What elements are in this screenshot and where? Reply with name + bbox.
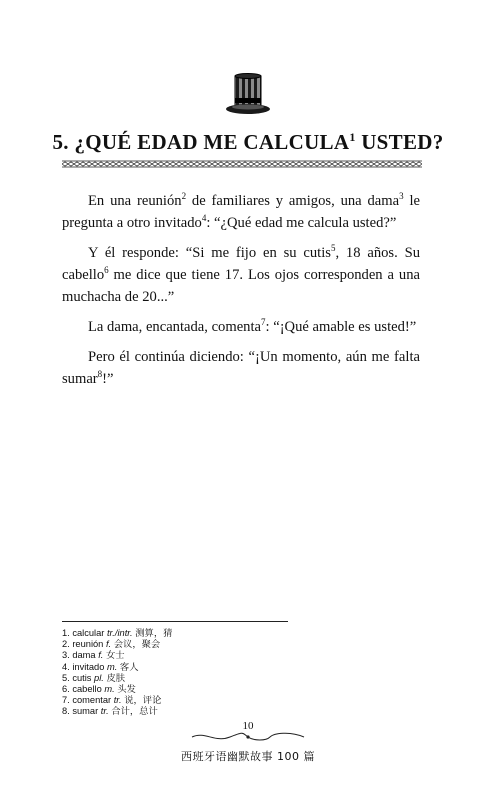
- footnote-ref: 7: [261, 317, 266, 328]
- story-title: [0, 130, 496, 155]
- footnote-ref: 1: [349, 130, 356, 144]
- page-number: 10: [242, 720, 254, 732]
- story-number: 5.: [52, 130, 69, 154]
- footnote-ref: 2: [181, 191, 187, 202]
- ornament-swirl-icon: [190, 731, 306, 743]
- top-hat-icon: [224, 72, 272, 118]
- footnote-item: 4. invitado m. 客人: [62, 661, 139, 672]
- footnote-item: 5. cutis pl. 皮肤: [62, 672, 126, 683]
- footnote-ref: 5: [330, 243, 336, 254]
- footnote-item: 6. cabello m. 头发: [62, 684, 136, 695]
- paragraph: La dama, encantada, comenta$^7$: “¡Qué amable es usted!”: [88, 317, 417, 335]
- footnote-item: 1. calcular tr./intr. 测算，猜: [62, 628, 173, 638]
- footnote-divider: [62, 621, 288, 622]
- footnote-item: 2. reunión f. 会议，聚会: [62, 639, 161, 650]
- decorative-rule: [62, 160, 422, 168]
- footnote-ref: 6: [104, 265, 109, 276]
- paragraph: En una reunión$^2$ de familiares y amigos, una dama$^3$ le pregunta a otro invitado$^4$: “¿Qué edad me calcula usted?”: [62, 191, 420, 231]
- story-text: [62, 190, 420, 398]
- story-title-main: ¿QUÉ EDAD ME CALCULA: [74, 130, 350, 154]
- book-title: 西班牙语幽默故事 100 篇: [181, 750, 315, 763]
- footnote-item: 7. comentar tr. 说，评论: [62, 695, 162, 706]
- footnote-ref: 4: [201, 213, 207, 224]
- paragraph: Pero él continúa diciendo: “¡Un momento, aún me falta sumar$^8$!”: [62, 349, 420, 387]
- story-title-end: USTED?: [361, 130, 444, 154]
- paragraph: Y él responde: “Si me fijo en su cutis$^5$, 18 años. Su cabello$^6$ me dice que tiene 17. Los ojos corresponden a una muchacha de 20...”: [62, 243, 420, 305]
- footnote-ref: 3: [399, 191, 404, 202]
- footnotes-list: [62, 628, 172, 718]
- footnote-item: 3. dama f. 女士: [62, 650, 125, 661]
- footnote-ref: 8: [97, 369, 103, 380]
- footnote-item: 8. sumar tr. 合计，总计: [62, 706, 158, 717]
